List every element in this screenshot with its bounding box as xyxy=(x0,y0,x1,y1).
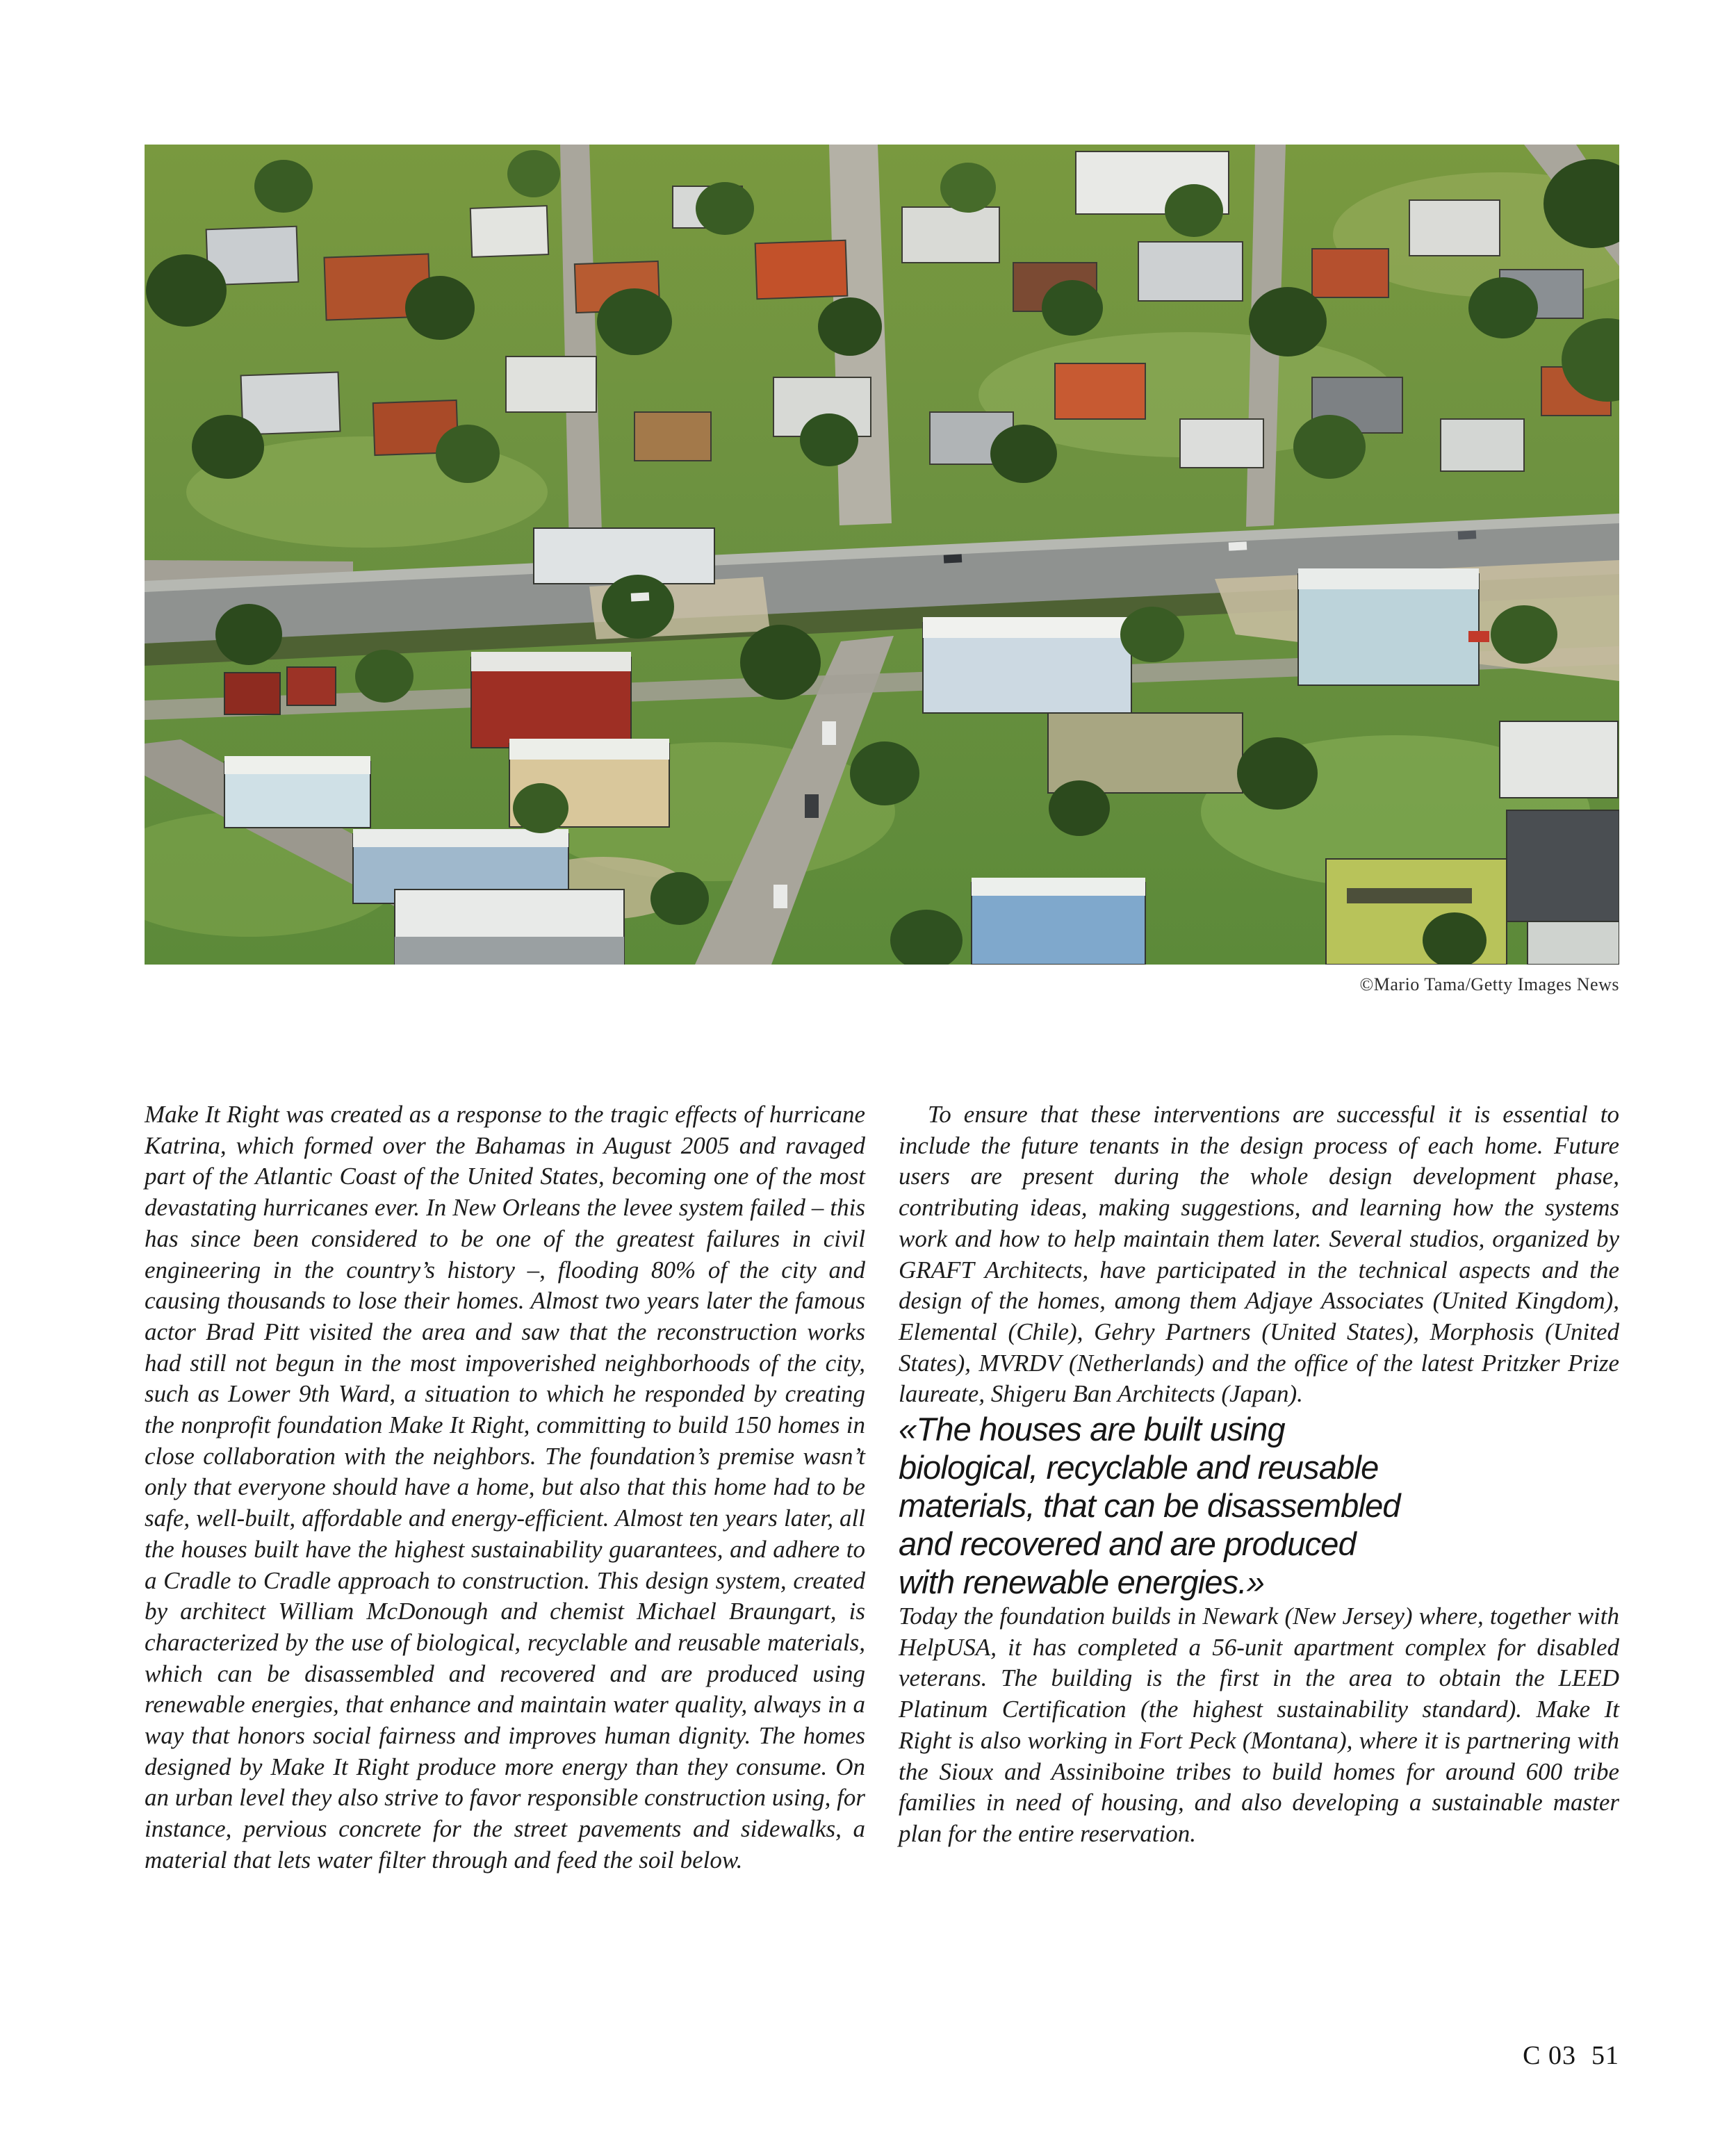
aerial-photo-illustration xyxy=(145,145,1619,965)
right-column-paragraph-1: To ensure that these interventions are successful it is essential to include the future tenants in the design process of each home. Future users are present during the whole design development phase, contributing ideas, making suggestions, and learning how the systems work and how to help maintain them later. Several studios, organized by GRAFT Architects, have participated in the technical aspects and the design of the homes, among them Adjaye Associates (United Kingdom), Elemental (Chile), Gehry Partners (United States), Morphosis (United States), MVRDV (Netherlands) and the office of the latest Pritzker Prize laureate, Shigeru Ban Architects (Japan). xyxy=(899,1101,1619,1408)
pull-quote: «The houses are built using biological, recyclable and reusable materials, that can be disassembled and recovered and are produced with renewable energies.» xyxy=(899,1411,1400,1601)
right-column-paragraph-2: Today the foundation builds in Newark (New Jersey) where, together with HelpUSA, it has completed a 56-unit apartment complex for disabled veterans. The building is the first in the area to obtain the LEED Platinum Certification (the highest sustainability standard). Make It Right is also working in Fort Peck (Montana), where it is partnering with the Sioux and Assiniboine tribes to build homes for around 600 tribe families in need of housing, and also developing a sustainable master plan for the entire reservation. xyxy=(899,1602,1619,1847)
issue-label: C 03 xyxy=(1523,2041,1576,2070)
page-footer xyxy=(145,2040,1619,2071)
page-number: 51 xyxy=(1591,2041,1619,2070)
left-column-paragraph: Make It Right was created as a response to the tragic effects of hurricane Katrina, which formed over the Bahamas in August 2005 and ravaged part of the Atlantic Coast of the United States, becoming one of the most devastating hurricanes ever. In New Orleans the levee system failed – this has since been considered to be one of the greatest failures in civil engineering in the country’s history –, flooding 80% of the city and causing thousands to lose their homes. Almost two years later the famous actor Brad Pitt visited the area and saw that the reconstruction works had still not begun in the most impoverished neighborhoods of the city, such as Lower 9th Ward, a situation to which he responded by creating the nonprofit foundation Make It Right, committing to build 150 homes in close collaboration with the neighbors. The foundation’s premise wasn’t only that everyone should have a home, but also that this home had to be safe, well-built, affordable and energy-efficient. Almost ten years later, all the houses built have the highest sustainability guarantees, and adhere to a Cradle to Cradle approach to construction. This design system, created by architect William McDonough and chemist Michael Braungart, is characterized by the use of biological, recyclable and reusable materials, which can be disassembled and recovered and are produced using renewable energies, that enhance and maintain water quality, always in a way that honors social fairness and improves human dignity. The homes designed by Make It Right produce more energy than they consume. On an urban level they also strive to favor responsible construction using, for instance, pervious concrete for the street pavements and sidewalks, a material that lets water filter through and feed the soil below. xyxy=(145,1101,865,1874)
article-body xyxy=(145,1099,1619,1876)
right-column xyxy=(899,1099,1619,1876)
aerial-photo xyxy=(145,145,1619,965)
photo-credit: ©Mario Tama/Getty Images News xyxy=(1359,974,1619,994)
left-column xyxy=(145,1099,865,1876)
